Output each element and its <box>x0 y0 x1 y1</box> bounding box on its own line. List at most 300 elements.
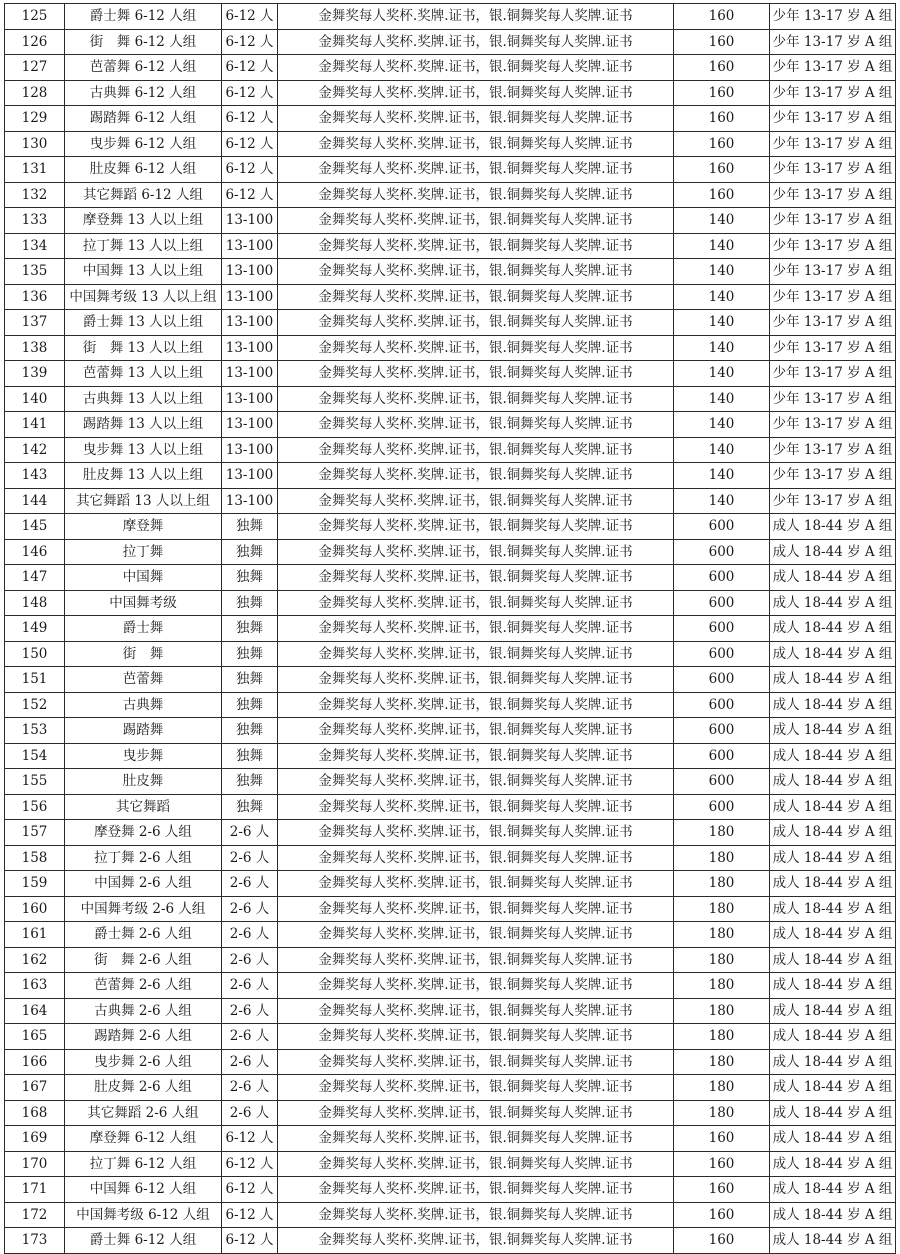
cell-headcount: 2-6 人 <box>222 922 278 948</box>
table-row <box>5 233 896 259</box>
table-row <box>5 1177 896 1203</box>
cell-event: 中国舞考级 13 人以上组 <box>65 284 222 310</box>
cell-event: 拉丁舞 2-6 人组 <box>65 845 222 871</box>
cell-number: 150 <box>5 641 65 667</box>
cell-number: 133 <box>5 208 65 234</box>
cell-event: 爵士舞 <box>65 616 222 642</box>
cell-age-group: 成人 18-44 岁 A 组 <box>770 769 896 795</box>
table-row <box>5 157 896 183</box>
cell-event: 中国舞考级 <box>65 590 222 616</box>
cell-fee: 600 <box>674 794 770 820</box>
cell-number: 155 <box>5 769 65 795</box>
cell-number: 160 <box>5 896 65 922</box>
cell-headcount: 6-12 人 <box>222 4 278 30</box>
cell-event: 中国舞 2-6 人组 <box>65 871 222 897</box>
cell-number: 152 <box>5 692 65 718</box>
cell-fee: 160 <box>674 157 770 183</box>
cell-event: 古典舞 13 人以上组 <box>65 386 222 412</box>
cell-award: 金舞奖每人奖杯.奖牌.证书，银.铜舞奖每人奖牌.证书 <box>278 1202 674 1228</box>
cell-award: 金舞奖每人奖杯.奖牌.证书，银.铜舞奖每人奖牌.证书 <box>278 769 674 795</box>
table-row <box>5 998 896 1024</box>
cell-headcount: 2-6 人 <box>222 1024 278 1050</box>
cell-event: 肚皮舞 6-12 人组 <box>65 157 222 183</box>
cell-headcount: 13-100 <box>222 233 278 259</box>
cell-fee: 180 <box>674 1049 770 1075</box>
cell-award: 金舞奖每人奖杯.奖牌.证书，银.铜舞奖每人奖牌.证书 <box>278 794 674 820</box>
table-row <box>5 463 896 489</box>
table-row <box>5 565 896 591</box>
cell-fee: 140 <box>674 233 770 259</box>
cell-award: 金舞奖每人奖杯.奖牌.证书，银.铜舞奖每人奖牌.证书 <box>278 55 674 81</box>
cell-event: 中国舞 <box>65 565 222 591</box>
cell-fee: 180 <box>674 973 770 999</box>
cell-fee: 180 <box>674 947 770 973</box>
cell-headcount: 2-6 人 <box>222 973 278 999</box>
cell-number: 146 <box>5 539 65 565</box>
cell-number: 126 <box>5 29 65 55</box>
cell-event: 踢踏舞 <box>65 718 222 744</box>
cell-age-group: 少年 13-17 岁 A 组 <box>770 463 896 489</box>
cell-headcount: 独舞 <box>222 667 278 693</box>
cell-event: 中国舞考级 6-12 人组 <box>65 1202 222 1228</box>
table-row <box>5 922 896 948</box>
cell-headcount: 13-100 <box>222 488 278 514</box>
table-row <box>5 259 896 285</box>
cell-award: 金舞奖每人奖杯.奖牌.证书，银.铜舞奖每人奖牌.证书 <box>278 80 674 106</box>
cell-fee: 160 <box>674 29 770 55</box>
cell-headcount: 2-6 人 <box>222 998 278 1024</box>
table-row <box>5 106 896 132</box>
cell-event: 芭蕾舞 <box>65 667 222 693</box>
cell-award: 金舞奖每人奖杯.奖牌.证书，银.铜舞奖每人奖牌.证书 <box>278 539 674 565</box>
table-row <box>5 514 896 540</box>
cell-event: 其它舞蹈 2-6 人组 <box>65 1100 222 1126</box>
cell-award: 金舞奖每人奖杯.奖牌.证书，银.铜舞奖每人奖牌.证书 <box>278 412 674 438</box>
cell-number: 139 <box>5 361 65 387</box>
cell-event: 拉丁舞 13 人以上组 <box>65 233 222 259</box>
cell-headcount: 2-6 人 <box>222 820 278 846</box>
cell-headcount: 2-6 人 <box>222 845 278 871</box>
cell-award: 金舞奖每人奖杯.奖牌.证书，银.铜舞奖每人奖牌.证书 <box>278 1151 674 1177</box>
cell-headcount: 独舞 <box>222 769 278 795</box>
cell-headcount: 6-12 人 <box>222 106 278 132</box>
cell-age-group: 少年 13-17 岁 A 组 <box>770 4 896 30</box>
cell-age-group: 少年 13-17 岁 A 组 <box>770 157 896 183</box>
cell-headcount: 独舞 <box>222 794 278 820</box>
cell-fee: 180 <box>674 998 770 1024</box>
cell-headcount: 6-12 人 <box>222 1202 278 1228</box>
cell-age-group: 少年 13-17 岁 A 组 <box>770 29 896 55</box>
cell-event: 爵士舞 6-12 人组 <box>65 4 222 30</box>
cell-award: 金舞奖每人奖杯.奖牌.证书，银.铜舞奖每人奖牌.证书 <box>278 973 674 999</box>
cell-award: 金舞奖每人奖杯.奖牌.证书，银.铜舞奖每人奖牌.证书 <box>278 386 674 412</box>
cell-number: 170 <box>5 1151 65 1177</box>
cell-number: 165 <box>5 1024 65 1050</box>
cell-headcount: 13-100 <box>222 284 278 310</box>
cell-number: 162 <box>5 947 65 973</box>
cell-headcount: 独舞 <box>222 514 278 540</box>
competition-table <box>4 3 896 1254</box>
cell-number: 158 <box>5 845 65 871</box>
cell-event: 肚皮舞 <box>65 769 222 795</box>
cell-headcount: 独舞 <box>222 616 278 642</box>
cell-headcount: 2-6 人 <box>222 947 278 973</box>
cell-fee: 140 <box>674 208 770 234</box>
cell-event: 曳步舞 13 人以上组 <box>65 437 222 463</box>
cell-age-group: 成人 18-44 岁 A 组 <box>770 871 896 897</box>
cell-award: 金舞奖每人奖杯.奖牌.证书，银.铜舞奖每人奖牌.证书 <box>278 616 674 642</box>
cell-age-group: 成人 18-44 岁 A 组 <box>770 590 896 616</box>
cell-headcount: 2-6 人 <box>222 896 278 922</box>
cell-award: 金舞奖每人奖杯.奖牌.证书，银.铜舞奖每人奖牌.证书 <box>278 437 674 463</box>
table-row <box>5 1049 896 1075</box>
cell-award: 金舞奖每人奖杯.奖牌.证书，银.铜舞奖每人奖牌.证书 <box>278 718 674 744</box>
table-row <box>5 769 896 795</box>
cell-award: 金舞奖每人奖杯.奖牌.证书，银.铜舞奖每人奖牌.证书 <box>278 998 674 1024</box>
cell-number: 173 <box>5 1228 65 1254</box>
cell-fee: 160 <box>674 55 770 81</box>
cell-award: 金舞奖每人奖杯.奖牌.证书，银.铜舞奖每人奖牌.证书 <box>278 284 674 310</box>
cell-award: 金舞奖每人奖杯.奖牌.证书，银.铜舞奖每人奖牌.证书 <box>278 259 674 285</box>
table-row <box>5 718 896 744</box>
cell-headcount: 13-100 <box>222 386 278 412</box>
cell-fee: 180 <box>674 820 770 846</box>
cell-fee: 600 <box>674 692 770 718</box>
table-row <box>5 743 896 769</box>
cell-award: 金舞奖每人奖杯.奖牌.证书，银.铜舞奖每人奖牌.证书 <box>278 1075 674 1101</box>
cell-headcount: 6-12 人 <box>222 80 278 106</box>
cell-award: 金舞奖每人奖杯.奖牌.证书，银.铜舞奖每人奖牌.证书 <box>278 845 674 871</box>
cell-fee: 600 <box>674 743 770 769</box>
cell-award: 金舞奖每人奖杯.奖牌.证书，银.铜舞奖每人奖牌.证书 <box>278 1126 674 1152</box>
cell-number: 172 <box>5 1202 65 1228</box>
table-row <box>5 820 896 846</box>
cell-headcount: 13-100 <box>222 208 278 234</box>
cell-fee: 600 <box>674 590 770 616</box>
cell-award: 金舞奖每人奖杯.奖牌.证书，银.铜舞奖每人奖牌.证书 <box>278 29 674 55</box>
cell-age-group: 少年 13-17 岁 A 组 <box>770 182 896 208</box>
cell-headcount: 独舞 <box>222 718 278 744</box>
cell-number: 135 <box>5 259 65 285</box>
cell-age-group: 少年 13-17 岁 A 组 <box>770 208 896 234</box>
cell-fee: 140 <box>674 463 770 489</box>
cell-headcount: 6-12 人 <box>222 1126 278 1152</box>
table-row <box>5 692 896 718</box>
cell-headcount: 13-100 <box>222 259 278 285</box>
cell-headcount: 6-12 人 <box>222 157 278 183</box>
cell-age-group: 成人 18-44 岁 A 组 <box>770 794 896 820</box>
cell-age-group: 少年 13-17 岁 A 组 <box>770 335 896 361</box>
cell-fee: 140 <box>674 284 770 310</box>
cell-fee: 600 <box>674 769 770 795</box>
cell-age-group: 成人 18-44 岁 A 组 <box>770 845 896 871</box>
cell-fee: 180 <box>674 896 770 922</box>
cell-event: 街 舞 6-12 人组 <box>65 29 222 55</box>
cell-event: 曳步舞 6-12 人组 <box>65 131 222 157</box>
cell-award: 金舞奖每人奖杯.奖牌.证书，银.铜舞奖每人奖牌.证书 <box>278 565 674 591</box>
cell-number: 154 <box>5 743 65 769</box>
cell-event: 曳步舞 2-6 人组 <box>65 1049 222 1075</box>
cell-award: 金舞奖每人奖杯.奖牌.证书，银.铜舞奖每人奖牌.证书 <box>278 1049 674 1075</box>
cell-age-group: 成人 18-44 岁 A 组 <box>770 514 896 540</box>
table-row <box>5 871 896 897</box>
table-row <box>5 4 896 30</box>
cell-fee: 140 <box>674 412 770 438</box>
cell-event: 芭蕾舞 2-6 人组 <box>65 973 222 999</box>
cell-award: 金舞奖每人奖杯.奖牌.证书，银.铜舞奖每人奖牌.证书 <box>278 233 674 259</box>
table-row <box>5 310 896 336</box>
cell-number: 142 <box>5 437 65 463</box>
cell-headcount: 6-12 人 <box>222 1177 278 1203</box>
cell-headcount: 2-6 人 <box>222 1075 278 1101</box>
cell-event: 爵士舞 13 人以上组 <box>65 310 222 336</box>
cell-headcount: 13-100 <box>222 437 278 463</box>
cell-number: 137 <box>5 310 65 336</box>
cell-number: 128 <box>5 80 65 106</box>
cell-headcount: 独舞 <box>222 565 278 591</box>
cell-age-group: 少年 13-17 岁 A 组 <box>770 412 896 438</box>
cell-headcount: 6-12 人 <box>222 131 278 157</box>
cell-award: 金舞奖每人奖杯.奖牌.证书，银.铜舞奖每人奖牌.证书 <box>278 106 674 132</box>
cell-number: 147 <box>5 565 65 591</box>
cell-award: 金舞奖每人奖杯.奖牌.证书，银.铜舞奖每人奖牌.证书 <box>278 361 674 387</box>
cell-number: 166 <box>5 1049 65 1075</box>
cell-age-group: 少年 13-17 岁 A 组 <box>770 488 896 514</box>
cell-award: 金舞奖每人奖杯.奖牌.证书，银.铜舞奖每人奖牌.证书 <box>278 335 674 361</box>
cell-number: 153 <box>5 718 65 744</box>
cell-number: 148 <box>5 590 65 616</box>
cell-age-group: 成人 18-44 岁 A 组 <box>770 641 896 667</box>
cell-award: 金舞奖每人奖杯.奖牌.证书，银.铜舞奖每人奖牌.证书 <box>278 310 674 336</box>
cell-headcount: 2-6 人 <box>222 1100 278 1126</box>
cell-number: 167 <box>5 1075 65 1101</box>
table-row <box>5 539 896 565</box>
cell-award: 金舞奖每人奖杯.奖牌.证书，银.铜舞奖每人奖牌.证书 <box>278 131 674 157</box>
table-row <box>5 794 896 820</box>
cell-fee: 160 <box>674 80 770 106</box>
cell-event: 街 舞 2-6 人组 <box>65 947 222 973</box>
cell-event: 摩登舞 13 人以上组 <box>65 208 222 234</box>
table-row <box>5 1151 896 1177</box>
cell-age-group: 成人 18-44 岁 A 组 <box>770 718 896 744</box>
cell-fee: 140 <box>674 259 770 285</box>
table-row <box>5 55 896 81</box>
cell-fee: 160 <box>674 1177 770 1203</box>
cell-award: 金舞奖每人奖杯.奖牌.证书，银.铜舞奖每人奖牌.证书 <box>278 947 674 973</box>
table-row <box>5 616 896 642</box>
cell-event: 踢踏舞 13 人以上组 <box>65 412 222 438</box>
cell-headcount: 独舞 <box>222 692 278 718</box>
cell-headcount: 13-100 <box>222 335 278 361</box>
cell-award: 金舞奖每人奖杯.奖牌.证书，银.铜舞奖每人奖牌.证书 <box>278 157 674 183</box>
cell-age-group: 成人 18-44 岁 A 组 <box>770 743 896 769</box>
table-row <box>5 335 896 361</box>
cell-fee: 140 <box>674 310 770 336</box>
cell-fee: 600 <box>674 616 770 642</box>
cell-headcount: 6-12 人 <box>222 55 278 81</box>
cell-fee: 160 <box>674 1228 770 1254</box>
cell-age-group: 成人 18-44 岁 A 组 <box>770 1075 896 1101</box>
cell-age-group: 成人 18-44 岁 A 组 <box>770 1024 896 1050</box>
cell-age-group: 少年 13-17 岁 A 组 <box>770 284 896 310</box>
table-row <box>5 1126 896 1152</box>
table-row <box>5 973 896 999</box>
cell-award: 金舞奖每人奖杯.奖牌.证书，银.铜舞奖每人奖牌.证书 <box>278 208 674 234</box>
cell-age-group: 成人 18-44 岁 A 组 <box>770 539 896 565</box>
cell-award: 金舞奖每人奖杯.奖牌.证书，银.铜舞奖每人奖牌.证书 <box>278 641 674 667</box>
cell-age-group: 成人 18-44 岁 A 组 <box>770 667 896 693</box>
cell-fee: 600 <box>674 641 770 667</box>
cell-fee: 160 <box>674 182 770 208</box>
table-row <box>5 386 896 412</box>
cell-number: 145 <box>5 514 65 540</box>
cell-headcount: 6-12 人 <box>222 1228 278 1254</box>
cell-event: 摩登舞 <box>65 514 222 540</box>
cell-age-group: 成人 18-44 岁 A 组 <box>770 998 896 1024</box>
cell-event: 古典舞 <box>65 692 222 718</box>
table-row <box>5 947 896 973</box>
cell-number: 131 <box>5 157 65 183</box>
cell-event: 中国舞考级 2-6 人组 <box>65 896 222 922</box>
cell-award: 金舞奖每人奖杯.奖牌.证书，银.铜舞奖每人奖牌.证书 <box>278 1024 674 1050</box>
cell-fee: 180 <box>674 1075 770 1101</box>
cell-fee: 180 <box>674 922 770 948</box>
cell-award: 金舞奖每人奖杯.奖牌.证书，银.铜舞奖每人奖牌.证书 <box>278 463 674 489</box>
cell-event: 其它舞蹈 13 人以上组 <box>65 488 222 514</box>
cell-fee: 600 <box>674 514 770 540</box>
cell-number: 127 <box>5 55 65 81</box>
cell-award: 金舞奖每人奖杯.奖牌.证书，银.铜舞奖每人奖牌.证书 <box>278 692 674 718</box>
cell-number: 164 <box>5 998 65 1024</box>
table-row <box>5 1202 896 1228</box>
cell-number: 159 <box>5 871 65 897</box>
cell-event: 古典舞 6-12 人组 <box>65 80 222 106</box>
cell-fee: 140 <box>674 335 770 361</box>
cell-event: 古典舞 2-6 人组 <box>65 998 222 1024</box>
cell-event: 踢踏舞 2-6 人组 <box>65 1024 222 1050</box>
cell-fee: 160 <box>674 1126 770 1152</box>
cell-age-group: 少年 13-17 岁 A 组 <box>770 437 896 463</box>
cell-event: 肚皮舞 13 人以上组 <box>65 463 222 489</box>
cell-headcount: 13-100 <box>222 310 278 336</box>
cell-age-group: 成人 18-44 岁 A 组 <box>770 1202 896 1228</box>
cell-award: 金舞奖每人奖杯.奖牌.证书，银.铜舞奖每人奖牌.证书 <box>278 488 674 514</box>
cell-award: 金舞奖每人奖杯.奖牌.证书，银.铜舞奖每人奖牌.证书 <box>278 1177 674 1203</box>
cell-event: 摩登舞 2-6 人组 <box>65 820 222 846</box>
table-row <box>5 284 896 310</box>
cell-number: 144 <box>5 488 65 514</box>
table-row <box>5 182 896 208</box>
table-row <box>5 488 896 514</box>
cell-award: 金舞奖每人奖杯.奖牌.证书，银.铜舞奖每人奖牌.证书 <box>278 1100 674 1126</box>
cell-award: 金舞奖每人奖杯.奖牌.证书，银.铜舞奖每人奖牌.证书 <box>278 182 674 208</box>
table-row <box>5 667 896 693</box>
cell-headcount: 6-12 人 <box>222 182 278 208</box>
cell-age-group: 成人 18-44 岁 A 组 <box>770 1126 896 1152</box>
cell-event: 踢踏舞 6-12 人组 <box>65 106 222 132</box>
cell-age-group: 少年 13-17 岁 A 组 <box>770 233 896 259</box>
cell-fee: 140 <box>674 361 770 387</box>
cell-age-group: 成人 18-44 岁 A 组 <box>770 922 896 948</box>
cell-fee: 600 <box>674 718 770 744</box>
table-row <box>5 437 896 463</box>
cell-age-group: 少年 13-17 岁 A 组 <box>770 386 896 412</box>
cell-age-group: 少年 13-17 岁 A 组 <box>770 55 896 81</box>
cell-age-group: 成人 18-44 岁 A 组 <box>770 1228 896 1254</box>
table-body <box>5 4 896 1254</box>
cell-fee: 160 <box>674 1151 770 1177</box>
cell-number: 171 <box>5 1177 65 1203</box>
cell-headcount: 13-100 <box>222 463 278 489</box>
cell-event: 爵士舞 6-12 人组 <box>65 1228 222 1254</box>
cell-number: 168 <box>5 1100 65 1126</box>
cell-age-group: 少年 13-17 岁 A 组 <box>770 80 896 106</box>
cell-number: 130 <box>5 131 65 157</box>
cell-number: 169 <box>5 1126 65 1152</box>
cell-number: 163 <box>5 973 65 999</box>
cell-fee: 600 <box>674 667 770 693</box>
table-row <box>5 1024 896 1050</box>
cell-age-group: 成人 18-44 岁 A 组 <box>770 692 896 718</box>
cell-event: 其它舞蹈 <box>65 794 222 820</box>
cell-event: 拉丁舞 <box>65 539 222 565</box>
cell-number: 149 <box>5 616 65 642</box>
cell-number: 134 <box>5 233 65 259</box>
cell-age-group: 成人 18-44 岁 A 组 <box>770 947 896 973</box>
cell-age-group: 少年 13-17 岁 A 组 <box>770 361 896 387</box>
cell-fee: 140 <box>674 386 770 412</box>
cell-fee: 140 <box>674 488 770 514</box>
cell-number: 143 <box>5 463 65 489</box>
cell-event: 爵士舞 2-6 人组 <box>65 922 222 948</box>
cell-fee: 180 <box>674 1100 770 1126</box>
cell-headcount: 2-6 人 <box>222 1049 278 1075</box>
cell-number: 129 <box>5 106 65 132</box>
cell-age-group: 成人 18-44 岁 A 组 <box>770 1151 896 1177</box>
cell-age-group: 成人 18-44 岁 A 组 <box>770 896 896 922</box>
cell-fee: 160 <box>674 131 770 157</box>
cell-award: 金舞奖每人奖杯.奖牌.证书，银.铜舞奖每人奖牌.证书 <box>278 667 674 693</box>
cell-age-group: 成人 18-44 岁 A 组 <box>770 616 896 642</box>
cell-event: 街 舞 <box>65 641 222 667</box>
cell-number: 140 <box>5 386 65 412</box>
cell-age-group: 成人 18-44 岁 A 组 <box>770 1049 896 1075</box>
cell-event: 拉丁舞 6-12 人组 <box>65 1151 222 1177</box>
cell-age-group: 少年 13-17 岁 A 组 <box>770 106 896 132</box>
cell-headcount: 6-12 人 <box>222 29 278 55</box>
cell-number: 125 <box>5 4 65 30</box>
cell-headcount: 13-100 <box>222 412 278 438</box>
cell-headcount: 13-100 <box>222 361 278 387</box>
table-row <box>5 1075 896 1101</box>
table-row <box>5 361 896 387</box>
cell-number: 141 <box>5 412 65 438</box>
cell-fee: 160 <box>674 106 770 132</box>
cell-age-group: 成人 18-44 岁 A 组 <box>770 973 896 999</box>
table-row <box>5 80 896 106</box>
cell-number: 157 <box>5 820 65 846</box>
cell-event: 曳步舞 <box>65 743 222 769</box>
table-row <box>5 641 896 667</box>
table-row <box>5 1100 896 1126</box>
cell-age-group: 少年 13-17 岁 A 组 <box>770 131 896 157</box>
cell-fee: 180 <box>674 1024 770 1050</box>
cell-award: 金舞奖每人奖杯.奖牌.证书，银.铜舞奖每人奖牌.证书 <box>278 871 674 897</box>
cell-headcount: 6-12 人 <box>222 1151 278 1177</box>
cell-age-group: 少年 13-17 岁 A 组 <box>770 259 896 285</box>
cell-headcount: 独舞 <box>222 743 278 769</box>
cell-age-group: 成人 18-44 岁 A 组 <box>770 565 896 591</box>
